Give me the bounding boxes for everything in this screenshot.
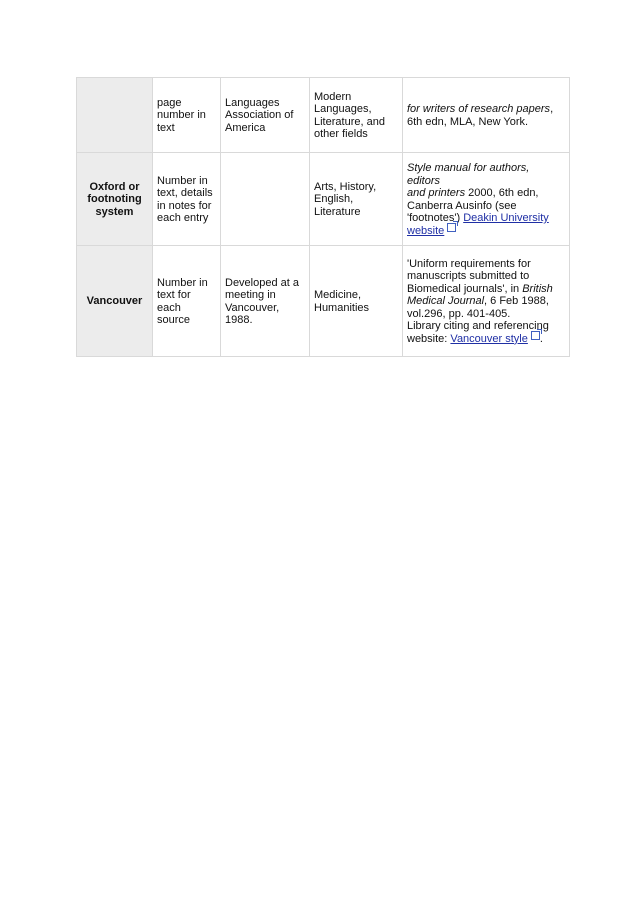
cell-line: each entry — [157, 212, 209, 224]
cell-line: other fields — [314, 128, 368, 140]
cell-line: footnoting — [87, 193, 142, 206]
reference-cell — [403, 78, 570, 153]
fields-cell — [310, 153, 403, 246]
reference-cell — [403, 246, 570, 357]
cell-line: meeting in — [225, 289, 276, 301]
cell-line: Humanities — [314, 301, 370, 314]
system-cell: Vancouver — [77, 246, 153, 357]
cell-line: Modern — [314, 90, 352, 103]
origin-cell — [221, 153, 310, 246]
external-link-icon[interactable] — [531, 331, 540, 340]
reference-text: 'footnotes') — [407, 212, 464, 224]
origin-cell — [221, 78, 310, 153]
reference-text: website: — [407, 332, 451, 345]
cell-line: Arts, History, — [314, 180, 377, 193]
reference-text: vol.296, pp. 401-405. — [407, 307, 511, 320]
cell-line: source — [157, 314, 191, 326]
reference-title: for writers of research papers — [407, 103, 551, 115]
cell-line: Number in — [157, 174, 208, 187]
cell-line: Literature — [314, 205, 361, 218]
cell-line: Number in — [157, 276, 208, 289]
reference-text: 'Uniform requirements for — [407, 257, 531, 270]
cell-line: Developed at a — [225, 276, 299, 289]
table-row — [77, 78, 570, 153]
cell-line: in notes for — [157, 199, 212, 212]
cell-line: Vancouver, — [225, 301, 280, 314]
fields-cell — [310, 246, 403, 357]
deakin-website-link[interactable]: website — [407, 224, 445, 237]
citation-cell — [153, 153, 221, 246]
cell-line: Oxford or — [89, 180, 140, 193]
reference-text: 2000, 6th edn, — [465, 187, 539, 199]
reference-text: Canberra Ausinfo (see — [407, 199, 517, 212]
deakin-university-link[interactable]: Deakin University — [463, 212, 549, 224]
external-link-icon[interactable] — [447, 223, 456, 232]
cell-line: page — [157, 96, 182, 109]
system-cell — [77, 153, 153, 246]
reference-title: British — [522, 282, 553, 295]
cell-line: America — [225, 121, 266, 134]
fields-cell — [310, 78, 403, 153]
cell-line — [407, 295, 565, 308]
reference-text: manuscripts submitted to — [407, 270, 530, 283]
reference-text: 6th edn, MLA, New York. — [407, 115, 529, 128]
cell-line — [407, 212, 565, 225]
citation-cell — [153, 246, 221, 357]
reference-text: Library citing and referencing — [407, 320, 549, 333]
cell-line — [407, 283, 565, 296]
cell-line: Association of — [225, 109, 294, 122]
reference-title: Style manual for authors, editors — [407, 162, 530, 187]
reference-title: and printers — [407, 187, 466, 199]
reference-title: Medical Journal — [407, 295, 485, 308]
origin-cell — [221, 246, 310, 357]
system-cell — [77, 78, 153, 153]
cell-line: text, details — [157, 187, 213, 199]
reference-text: . — [539, 332, 543, 345]
citation-cell — [153, 78, 221, 153]
reference-cell — [403, 153, 570, 246]
cell-line: system — [95, 205, 134, 218]
cell-line: number in — [157, 109, 206, 122]
cell-line: text for each — [157, 289, 191, 314]
reference-text: Biomedical journals', in — [407, 282, 523, 295]
cell-line: Languages — [225, 96, 280, 109]
cell-line: text — [157, 121, 175, 134]
vancouver-style-link[interactable]: Vancouver style — [450, 332, 528, 345]
cell-line: English, — [314, 193, 354, 206]
cell-line — [407, 225, 565, 238]
cell-line: Literature, and — [314, 115, 385, 128]
table-row — [77, 153, 570, 246]
cell-line — [407, 333, 565, 346]
cell-line: 1988. — [225, 314, 253, 326]
reference-text: , — [550, 103, 554, 115]
cell-line — [407, 103, 565, 116]
reference-text: , 6 Feb 1988, — [484, 295, 549, 308]
table-row — [77, 246, 570, 357]
cell-line — [407, 187, 565, 200]
referencing-styles-table — [76, 77, 570, 357]
cell-line: Languages, — [314, 103, 372, 115]
cell-line: Medicine, — [314, 289, 362, 301]
